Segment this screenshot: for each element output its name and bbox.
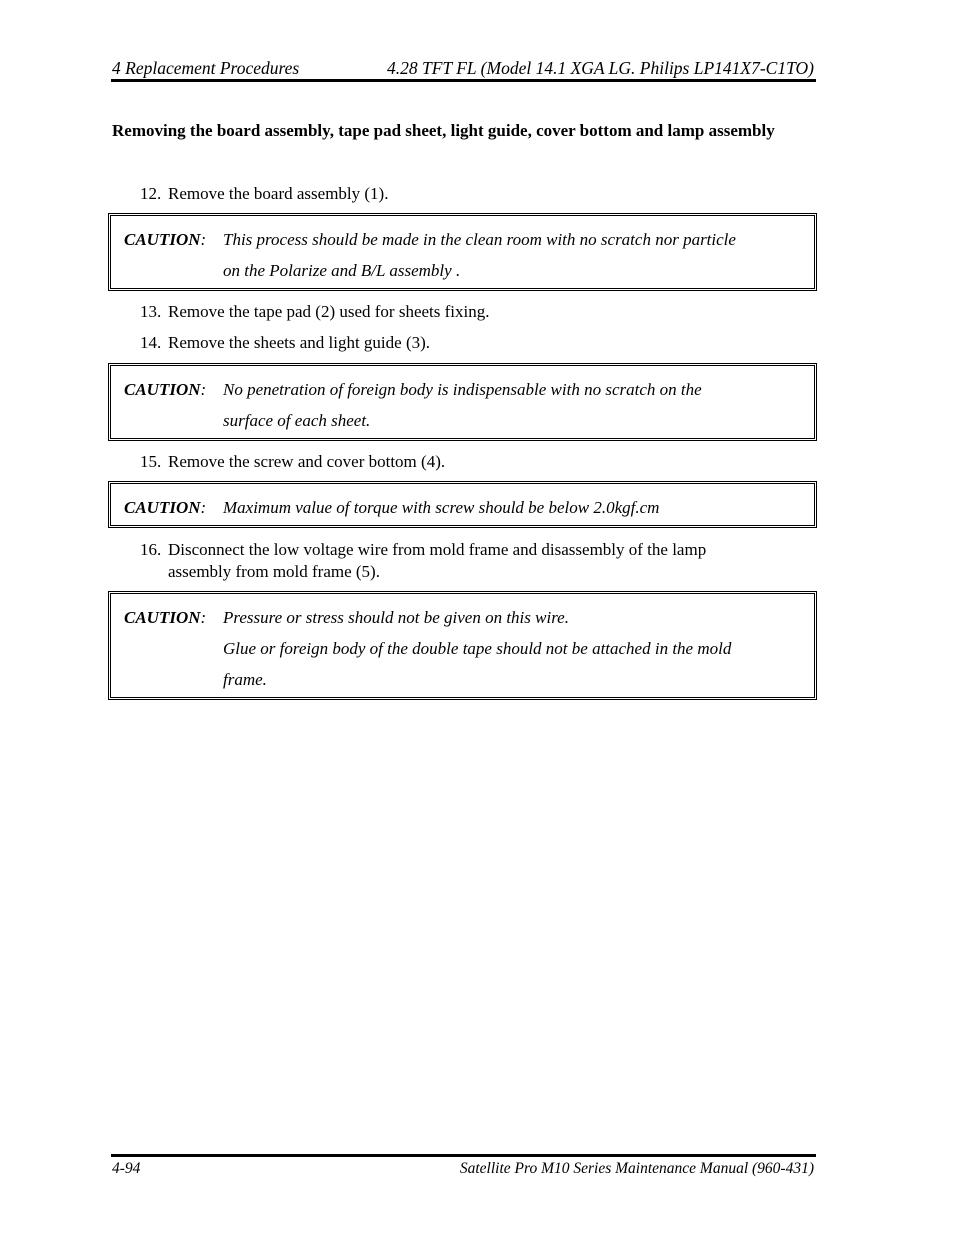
caution-line: frame. — [223, 670, 267, 689]
footer-rule — [111, 1154, 816, 1157]
caution-box-2 — [108, 363, 817, 441]
caution-label: CAUTION: — [124, 230, 207, 249]
caution-label: CAUTION: — [124, 380, 207, 399]
caution-label: CAUTION: — [124, 498, 207, 517]
step-14 — [140, 332, 800, 354]
caution-body — [223, 492, 814, 523]
step-16 — [140, 539, 800, 583]
step-number: 16. — [140, 540, 162, 559]
caution-line: on the Polarize and B/L assembly . — [223, 261, 461, 280]
caution-body — [223, 374, 814, 436]
step-text: Disconnect the low voltage wire from mold frame and disassembly of the lamp assembly from mold frame (5). — [168, 540, 707, 581]
caution-line: Pressure or stress should not be given on this wire. — [223, 608, 569, 627]
caution-line: Maximum value of torque with screw should be below 2.0kgf.cm — [223, 498, 660, 517]
step-number: 12. — [140, 184, 162, 203]
page-number: 4-94 — [112, 1160, 141, 1177]
section-heading: Removing the board assembly, tape pad sheet, light guide, cover bottom and lamp assembly — [112, 121, 775, 140]
step-number: 14. — [140, 333, 162, 352]
manual-title: Satellite Pro M10 Series Maintenance Manual (960-431) — [459, 1160, 814, 1177]
caution-line: This process should be made in the clean room with no scratch nor particle — [223, 230, 736, 249]
caution-line: Glue or foreign body of the double tape should not be attached in the mold — [223, 639, 732, 658]
header-chapter: 4 Replacement Procedures — [112, 58, 300, 78]
page-header — [112, 56, 816, 80]
step-text: Remove the board assembly (1). — [168, 184, 389, 203]
caution-line: No penetration of foreign body is indispensable with no scratch on the — [223, 380, 702, 399]
caution-body — [223, 224, 814, 286]
caution-box-1 — [108, 213, 817, 291]
step-text: Remove the screw and cover bottom (4). — [168, 452, 446, 471]
caution-box-3 — [108, 481, 817, 528]
step-text: Remove the sheets and light guide (3). — [168, 333, 431, 352]
step-15 — [140, 451, 800, 473]
step-number: 15. — [140, 452, 162, 471]
step-number: 13. — [140, 302, 162, 321]
header-section: 4.28 TFT FL (Model 14.1 XGA LG. Philips LP141X7-C1TO) — [386, 58, 814, 78]
step-13 — [140, 301, 800, 323]
caution-box-4 — [108, 591, 817, 700]
header-rule — [111, 79, 816, 82]
caution-body — [223, 602, 814, 695]
step-12 — [140, 183, 800, 205]
caution-label: CAUTION: — [124, 608, 207, 627]
step-text: Remove the tape pad (2) used for sheets fixing. — [168, 302, 490, 321]
caution-line: surface of each sheet. — [223, 411, 371, 430]
